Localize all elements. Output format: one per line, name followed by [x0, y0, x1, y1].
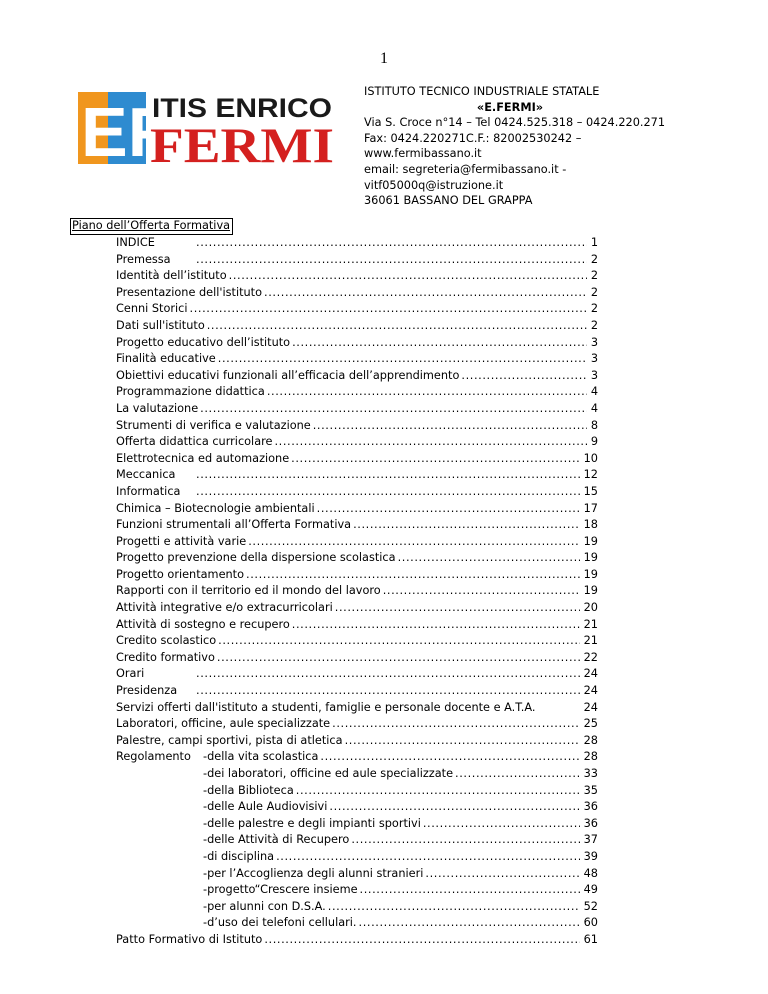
toc-entry-title	[116, 451, 291, 468]
toc-page-number: 17	[580, 501, 598, 518]
toc-entry	[116, 650, 598, 667]
toc-page-number: 48	[580, 866, 598, 883]
toc-entry-title	[116, 666, 196, 683]
toc-entry	[116, 832, 598, 849]
toc-page-number: 20	[580, 600, 598, 617]
toc-entry-title	[116, 285, 264, 302]
toc-entry	[116, 301, 598, 318]
toc-entry	[116, 467, 598, 484]
toc-entry	[116, 501, 598, 518]
toc-entry-title	[116, 301, 190, 318]
toc-page-number: 36	[580, 816, 598, 833]
address-line: Via S. Croce n°14 – Tel 0424.525.318 – 0424.220.271	[364, 116, 666, 130]
toc-leader-dots	[264, 285, 587, 302]
toc-leader-dots	[328, 899, 580, 916]
toc-leader-dots	[332, 716, 579, 733]
toc-leader-dots	[196, 235, 587, 252]
toc-page-number: 2	[587, 285, 598, 302]
toc-entry-title	[116, 799, 329, 816]
toc-entry	[116, 268, 598, 285]
toc-entry	[116, 783, 598, 800]
toc-entry-title	[116, 484, 196, 501]
toc-entry-subtitle: -dei laboratori, officine ed aule specializzate	[203, 767, 454, 780]
toc-leader-dots	[291, 451, 579, 468]
toc-page-number: 24	[580, 683, 598, 700]
toc-page-number: 2	[587, 318, 598, 335]
toc-leader-dots	[292, 335, 587, 352]
toc-entry-title	[116, 783, 296, 800]
toc-page-number: 33	[580, 766, 598, 783]
toc-entry-title	[116, 550, 398, 567]
toc-entry-title	[116, 766, 455, 783]
toc-entry	[116, 235, 598, 252]
toc-entry	[116, 849, 598, 866]
toc-entry-label: INDICE	[116, 236, 155, 249]
toc-page-number: 4	[587, 384, 598, 401]
toc-entry-label: Servizi offerti dall'istituto a studenti, famiglie e personale docente e A.T.A.	[116, 700, 536, 714]
toc-entry-label: Rapporti con il territorio ed il mondo del lavoro	[116, 584, 381, 598]
toc-leader-dots	[329, 799, 579, 816]
toc-page-number: 8	[587, 418, 598, 435]
toc-leader-dots	[335, 600, 580, 617]
toc-entry-label: Cenni Storici	[116, 302, 188, 316]
toc-entry-label: Presentazione dell'istituto	[116, 285, 263, 299]
toc-entry-label: Finalità educative	[116, 352, 216, 366]
toc-entry	[116, 368, 598, 385]
toc-entry	[116, 666, 598, 683]
toc-entry-title	[116, 384, 267, 401]
toc-leader-dots	[218, 633, 580, 650]
toc-page-number: 19	[580, 583, 598, 600]
toc-entry-title	[116, 401, 200, 418]
toc-leader-dots	[196, 666, 580, 683]
toc-leader-dots	[398, 550, 580, 567]
toc-leader-dots	[292, 617, 580, 634]
toc-entry-title	[116, 268, 229, 285]
toc-entry-title	[116, 650, 217, 667]
address-city: 36061 BASSANO DEL GRAPPA	[364, 194, 533, 208]
toc-entry	[116, 915, 598, 932]
toc-entry-subtitle: -d’uso dei telefoni cellulari.	[203, 916, 357, 930]
toc-leader-dots	[267, 384, 587, 401]
address-email: email: segreteria@fermibassano.it -	[364, 162, 567, 176]
toc-entry	[116, 285, 598, 302]
toc-entry	[116, 401, 598, 418]
toc-page-number: 1	[587, 235, 598, 252]
toc-entry-title	[116, 567, 246, 584]
toc-entry-label: Funzioni strumentali all’Offerta Formativa	[116, 518, 352, 532]
toc-entry-title	[116, 434, 274, 451]
toc-entry-title	[116, 418, 313, 435]
address-school-name: «E.FERMI»	[476, 100, 544, 114]
toc-entry-subtitle: -della Biblioteca	[203, 783, 294, 797]
toc-entry-label: Progetto prevenzione della dispersione scolastica	[116, 551, 396, 565]
toc-page-number: 39	[580, 849, 598, 866]
toc-entry	[116, 318, 598, 335]
toc-entry-title	[116, 252, 196, 269]
toc-entry-label: Strumenti di verifica e valutazione	[116, 418, 311, 432]
toc-entry	[116, 434, 598, 451]
toc-entry	[116, 484, 598, 501]
toc-leader-dots	[317, 501, 580, 518]
toc-page-number: 10	[580, 451, 598, 468]
toc-page-number: 24	[584, 700, 598, 717]
toc-page-number: 60	[580, 915, 598, 932]
page-number: 1	[380, 50, 388, 67]
toc-entry-title	[116, 915, 359, 932]
toc-entry-label: Offerta didattica curricolare	[116, 435, 273, 449]
toc-entry-title	[116, 467, 196, 484]
toc-entry-title	[116, 899, 328, 916]
toc-entry-subtitle: -progetto“Crescere insieme	[203, 883, 358, 897]
toc-entry-title	[116, 368, 461, 385]
toc-entry	[116, 733, 598, 750]
toc-leader-dots	[313, 418, 587, 435]
school-address-block	[364, 84, 736, 209]
toc-entry	[116, 534, 598, 551]
toc-entry-title	[116, 534, 248, 551]
toc-entry-label: Palestre, campi sportivi, pista di atletica	[116, 733, 343, 747]
toc-leader-dots	[248, 534, 579, 551]
toc-entry	[116, 882, 598, 899]
toc-page-number: 3	[587, 335, 598, 352]
address-line: Fax: 0424.220271C.F.: 82002530242 –	[364, 131, 582, 145]
toc-leader-dots	[274, 434, 586, 451]
toc-entry-subtitle: -delle Attività di Recupero	[203, 833, 350, 847]
toc-entry-subtitle: -di disciplina	[203, 849, 275, 863]
toc-entry-label: Progetto educativo dell’istituto	[116, 335, 291, 349]
toc-leader-dots	[296, 783, 580, 800]
toc-page-number: 36	[580, 799, 598, 816]
toc-entry	[116, 866, 598, 883]
toc-leader-dots	[196, 683, 580, 700]
toc-entry-title	[116, 832, 351, 849]
toc-entry	[116, 567, 598, 584]
toc-entry-title	[116, 932, 264, 949]
toc-entry	[116, 517, 598, 534]
toc-entry-subtitle: -per l’Accoglienza degli alunni stranieri	[203, 866, 424, 880]
toc-leader-dots	[425, 866, 579, 883]
toc-entry-label: Programmazione didattica	[116, 385, 265, 399]
toc-leader-dots	[455, 766, 580, 783]
toc-page-number: 28	[580, 749, 598, 766]
toc-entry-label: Regolamento	[116, 750, 191, 764]
toc-entry-label: Chimica – Biotecnologie ambientali	[116, 501, 315, 515]
document-title: Piano dell’Offerta Formativa	[70, 218, 233, 235]
toc-leader-dots	[190, 301, 587, 318]
toc-leader-dots	[423, 816, 580, 833]
toc-entry-subtitle: -delle palestre e degli impianti sportivi	[203, 816, 421, 830]
toc-entry	[116, 932, 598, 949]
toc-entry-label: Meccanica	[116, 468, 176, 482]
toc-page-number: 2	[587, 268, 598, 285]
toc-page-number: 52	[580, 899, 598, 916]
toc-entry-label: Progetti e attività varie	[116, 534, 247, 548]
toc-page-number: 61	[580, 932, 598, 949]
toc-entry	[116, 451, 598, 468]
toc-entry-title	[116, 749, 320, 766]
toc-page-number: 22	[580, 650, 598, 667]
address-line: ISTITUTO TECNICO INDUSTRIALE STATALE	[364, 85, 600, 98]
toc-leader-dots	[345, 733, 580, 750]
toc-entry-label: Credito formativo	[116, 650, 215, 664]
logo-line-1: ITIS ENRICO	[152, 93, 332, 123]
toc-entry-title	[116, 816, 423, 833]
toc-entry-title	[116, 351, 218, 368]
toc-entry	[116, 683, 598, 700]
toc-entry	[116, 799, 598, 816]
toc-entry-title	[116, 235, 196, 252]
toc-entry-title	[116, 318, 207, 335]
toc-leader-dots	[360, 882, 580, 899]
toc-leader-dots	[461, 368, 586, 385]
toc-page-number: 19	[580, 567, 598, 584]
toc-entry-label: Elettrotecnica ed automazione	[116, 451, 290, 465]
toc-entry-label: Attività di sostegno e recupero	[116, 617, 290, 631]
toc-entry	[116, 633, 598, 650]
toc-entry-title	[116, 633, 218, 650]
toc-page-number: 37	[580, 832, 598, 849]
toc-leader-dots	[207, 318, 587, 335]
toc-page-number: 24	[580, 666, 598, 683]
itis-enrico-fermi-logo	[78, 92, 336, 164]
toc-leader-dots	[359, 915, 580, 932]
toc-entry-label: Presidenza	[116, 684, 178, 698]
toc-page-number: 9	[587, 434, 598, 451]
toc-entry	[116, 252, 598, 269]
toc-entry-label: Premessa	[116, 252, 171, 266]
toc-leader-dots	[276, 849, 580, 866]
toc-entry-title	[116, 866, 425, 883]
toc-page-number: 19	[580, 550, 598, 567]
address-website: www.fermibassano.it	[364, 147, 482, 161]
toc-entry-subtitle: -della vita scolastica	[203, 750, 319, 764]
toc-leader-dots	[217, 650, 580, 667]
address-email: vitf05000q@istruzione.it	[364, 178, 504, 192]
toc-leader-dots	[196, 467, 580, 484]
toc-entry	[116, 384, 598, 401]
toc-entry-title	[116, 501, 317, 518]
toc-leader-dots	[353, 517, 580, 534]
toc-leader-dots	[246, 567, 580, 584]
toc-leader-dots	[229, 268, 587, 285]
toc-entry-title	[116, 849, 276, 866]
toc-entry	[116, 351, 598, 368]
toc-entry-title	[116, 882, 360, 899]
toc-entry-label: Informatica	[116, 484, 181, 498]
toc-entry	[116, 766, 598, 783]
toc-entry-title	[116, 600, 335, 617]
toc-page-number: 3	[587, 351, 598, 368]
toc-entry-title	[116, 700, 538, 717]
toc-entry-title	[116, 716, 332, 733]
toc-entry-label: La valutazione	[116, 401, 199, 415]
toc-entry	[116, 716, 598, 733]
table-of-contents	[116, 235, 598, 949]
toc-page-number: 28	[580, 733, 598, 750]
toc-entry	[116, 600, 598, 617]
toc-entry-label: Patto Formativo di Istituto	[116, 932, 263, 946]
toc-entry-subtitle: -per alunni con D.S.A.	[203, 899, 326, 913]
toc-leader-dots	[218, 351, 587, 368]
toc-entry-label: Identità dell’istituto	[116, 269, 227, 283]
toc-leader-dots	[383, 583, 580, 600]
toc-page-number: 3	[587, 368, 598, 385]
toc-leader-dots	[264, 932, 579, 949]
toc-entry-label: Attività integrative e/o extracurricolari	[116, 601, 333, 615]
toc-page-number: 15	[580, 484, 598, 501]
toc-entry-subtitle: -delle Aule Audiovisivi	[203, 800, 328, 814]
toc-leader-dots	[196, 484, 580, 501]
toc-page-number: 19	[580, 534, 598, 551]
toc-leader-dots	[200, 401, 587, 418]
toc-page-number: 35	[580, 783, 598, 800]
toc-entry-label: Dati sull'istituto	[116, 318, 205, 332]
toc-entry	[116, 899, 598, 916]
toc-entry-title	[116, 683, 196, 700]
toc-entry-label: Laboratori, officine, aule specializzate	[116, 717, 331, 731]
toc-entry-label: Credito scolastico	[116, 634, 217, 648]
toc-entry-title	[116, 733, 345, 750]
toc-entry-label: Obiettivi educativi funzionali all’efficacia dell’apprendimento	[116, 368, 460, 382]
toc-entry	[116, 550, 598, 567]
toc-entry-label: Progetto orientamento	[116, 567, 245, 581]
toc-page-number: 12	[580, 467, 598, 484]
toc-leader-dots	[320, 749, 579, 766]
toc-entry	[116, 749, 598, 766]
toc-leader-dots	[351, 832, 579, 849]
toc-page-number: 21	[580, 633, 598, 650]
toc-entry	[116, 335, 598, 352]
toc-page-number: 25	[580, 716, 598, 733]
toc-page-number: 4	[587, 401, 598, 418]
logo-line-2: FERMI	[150, 117, 334, 164]
toc-page-number: 21	[580, 617, 598, 634]
toc-entry	[116, 816, 598, 833]
toc-entry-title	[116, 335, 292, 352]
toc-entry-title	[116, 583, 383, 600]
toc-entry-title	[116, 517, 353, 534]
toc-entry-title	[116, 617, 292, 634]
toc-entry-label: Orari	[116, 667, 145, 681]
toc-page-number: 49	[580, 882, 598, 899]
toc-page-number: 2	[587, 301, 598, 318]
toc-leader-dots	[196, 252, 587, 269]
toc-entry	[116, 583, 598, 600]
toc-page-number: 18	[580, 517, 598, 534]
toc-entry	[116, 617, 598, 634]
toc-entry	[116, 700, 598, 717]
logo-letters: EF	[81, 93, 171, 164]
toc-page-number: 2	[587, 252, 598, 269]
toc-entry	[116, 418, 598, 435]
